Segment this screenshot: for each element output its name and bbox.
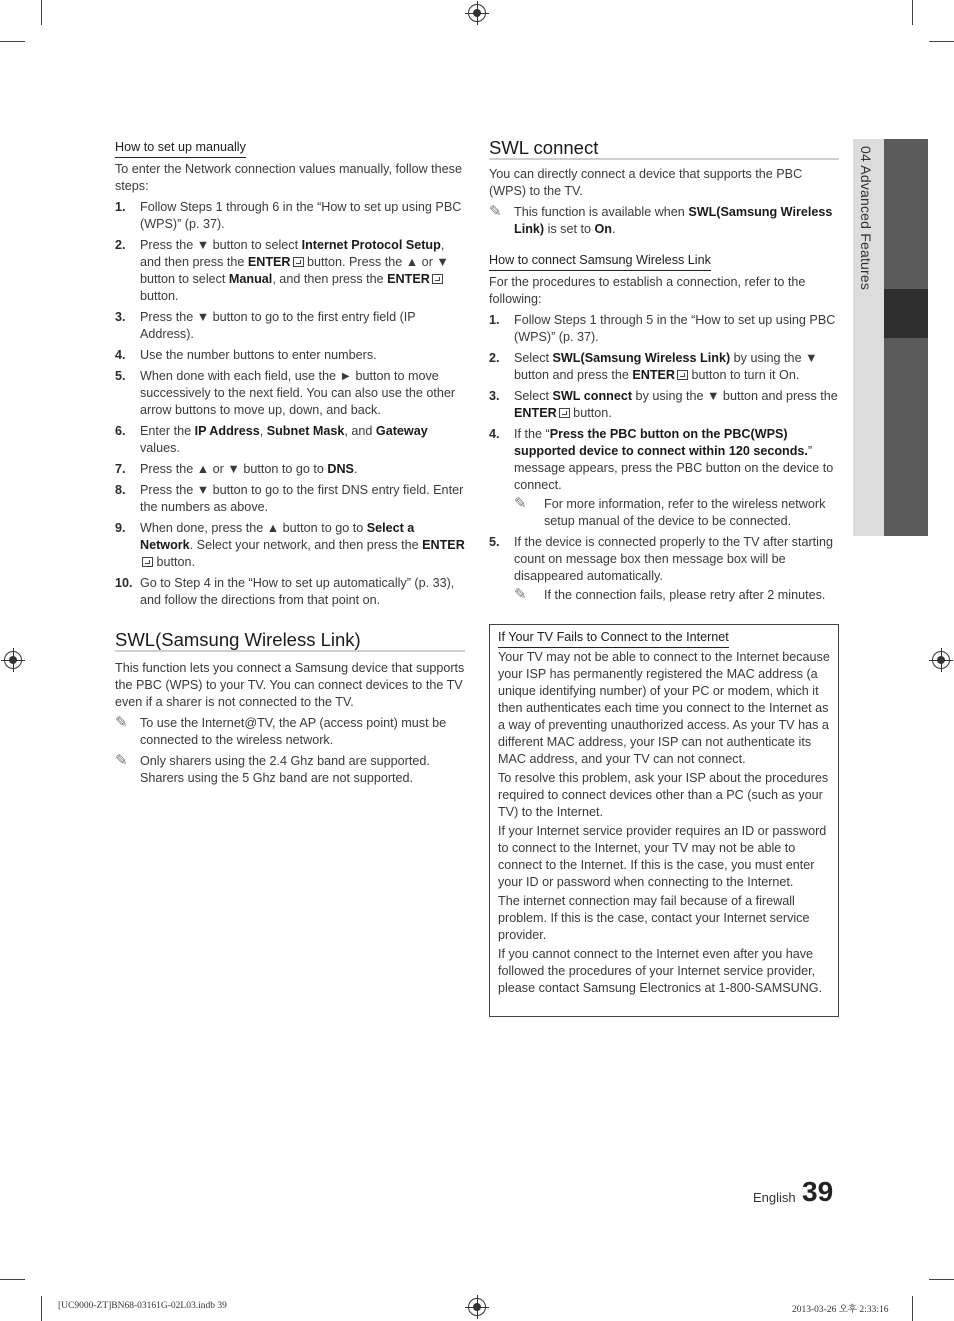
step-number: 9.: [115, 521, 126, 535]
chapter-label: 04 Advanced Features: [858, 146, 874, 291]
step-note-text: If the connection fails, please retry after 2 minutes.: [544, 588, 826, 602]
step-number: 8.: [115, 483, 126, 497]
step-item: [115, 199, 465, 233]
step-text: When done with each field, use the ► button to move successively to the next field. You can also use the other arrow buttons to move up, down, and back.: [140, 369, 456, 417]
step-text: Press the ▲ or ▼ button to go to DNS.: [140, 462, 358, 476]
step-text: Follow Steps 1 through 5 in the “How to set up using PBC (WPS)” (p. 37).: [514, 313, 836, 344]
step-item: [115, 461, 465, 478]
troubleshoot-paragraph: Your TV may not be able to connect to the Internet because your ISP has permanently registered the MAC address (a unique identifying number) of your PC or modem, which it then authenticates each time you connect to the Internet as a way of preventing unauthorized access. As your TV has a different MAC address, your ISP can not authenticate its MAC address, and your TV can not connect.: [498, 650, 830, 766]
step-text: Press the ▼ button to go to the first entry field (IP Address).: [140, 310, 416, 341]
step-text: When done, press the ▲ button to go to Select a Network. Select your network, and then press the ENTER button.: [140, 521, 465, 569]
step-item: [115, 423, 465, 457]
step-text: Use the number buttons to enter numbers.: [140, 348, 377, 362]
crop-mark: [912, 0, 913, 25]
step-item: [115, 575, 465, 609]
enter-icon: [293, 257, 304, 267]
step-item: [489, 426, 839, 530]
step-number: 4.: [115, 348, 126, 362]
swl-note: [115, 715, 465, 749]
registration-mark-icon: [468, 1298, 486, 1316]
crop-mark: [912, 1296, 913, 1321]
step-item: [489, 312, 839, 346]
step-number: 5.: [115, 369, 126, 383]
connect-heading: How to connect Samsung Wireless Link: [489, 252, 711, 271]
connect-intro: For the procedures to establish a connection, refer to the following:: [489, 275, 806, 306]
enter-icon: [432, 274, 443, 284]
step-note-text: For more information, refer to the wireless network setup manual of the device to be connected.: [544, 497, 826, 528]
step-note: [514, 496, 839, 530]
step-text: Enter the IP Address, Subnet Mask, and Gateway values.: [140, 424, 428, 455]
step-number: 3.: [489, 389, 500, 403]
step-number: 2.: [489, 351, 500, 365]
step-number: 7.: [115, 462, 126, 476]
pencil-icon: ✎: [489, 203, 502, 220]
step-number: 3.: [115, 310, 126, 324]
step-text: If the “Press the PBC button on the PBC(WPS) supported device to connect within 120 seconds.” message appears, press the PBC button on the device to connect.: [514, 427, 834, 492]
crop-mark: [929, 41, 954, 42]
step-item: [115, 482, 465, 516]
swl-note: [115, 753, 465, 787]
step-item: [489, 388, 839, 422]
crop-mark: [0, 1279, 25, 1280]
swl-connect-title: SWL connect: [489, 139, 839, 160]
enter-icon: [142, 557, 153, 567]
troubleshoot-paragraph: If you cannot connect to the Internet even after you have followed the procedures of your Internet service provider, please contact Samsung Electronics at 1-800-SAMSUNG.: [498, 947, 823, 995]
step-number: 1.: [489, 313, 500, 327]
registration-mark-icon: [4, 651, 22, 669]
footer-language: English: [753, 1190, 796, 1205]
connect-steps: [489, 312, 839, 604]
pencil-icon: ✎: [115, 752, 128, 769]
step-number: 1.: [115, 200, 126, 214]
troubleshoot-title: If Your TV Fails to Connect to the Internet: [498, 629, 729, 648]
step-item: [489, 350, 839, 384]
side-tab-active-marker: [884, 289, 928, 338]
step-item: [489, 534, 839, 604]
troubleshoot-paragraph: The internet connection may fail because of a firewall problem. If this is the case, contact your Internet service provider.: [498, 894, 810, 942]
step-number: 5.: [489, 535, 500, 549]
step-text: If the device is connected properly to the TV after starting count on message box then message box will be disappeared automatically.: [514, 535, 833, 583]
pencil-icon: ✎: [514, 495, 527, 512]
step-item: [115, 368, 465, 419]
swl-connect-note-text: This function is available when SWL(Samsung Wireless Link) is set to On.: [514, 205, 833, 236]
troubleshoot-paragraphs: [498, 649, 830, 997]
swl-note-text: To use the Internet@TV, the AP (access point) must be connected to the wireless network.: [140, 716, 447, 747]
step-item: [115, 520, 465, 571]
crop-mark: [0, 41, 25, 42]
pencil-icon: ✎: [115, 714, 128, 731]
step-number: 2.: [115, 238, 126, 252]
step-item: [115, 237, 465, 305]
crop-mark: [41, 1296, 42, 1321]
step-text: Press the ▼ button to select Internet Protocol Setup, and then press the ENTER button. Press the ▲ or ▼ button to select Manual, and then press the ENTER button.: [140, 238, 449, 303]
step-text: Go to Step 4 in the “How to set up automatically” (p. 33), and follow the directions from that point on.: [140, 576, 455, 607]
step-number: 10.: [115, 576, 133, 590]
pencil-icon: ✎: [514, 586, 527, 603]
file-info: [UC9000-ZT]BN68-03161G-02L03.indb 39: [58, 1301, 227, 1311]
step-note: [514, 587, 839, 604]
right-column: [489, 139, 839, 608]
enter-icon: [559, 408, 570, 418]
swl-section-title: SWL(Samsung Wireless Link): [115, 631, 465, 652]
swl-connect-note: [489, 204, 839, 238]
step-text: Press the ▼ button to go to the first DNS entry field. Enter the numbers as above.: [140, 483, 464, 514]
manual-setup-heading: How to set up manually: [115, 139, 246, 158]
enter-icon: [677, 370, 688, 380]
troubleshoot-box: [489, 624, 839, 1017]
left-column: [115, 139, 465, 791]
registration-mark-icon: [468, 4, 486, 22]
crop-mark: [41, 0, 42, 25]
swl-intro: This function lets you connect a Samsung device that supports the PBC (WPS) to your TV. You can connect devices to the TV even if a sharer is not connected to the TV.: [115, 661, 465, 709]
swl-note-text: Only sharers using the 2.4 Ghz band are supported. Sharers using the 5 Ghz band are not supported.: [140, 754, 430, 785]
troubleshoot-paragraph: If your Internet service provider requires an ID or password to connect to the Internet, your TV may not be able to connect to the Internet. If this is the case, you must enter your ID or password when connecting to the Internet.: [498, 824, 827, 889]
swl-notes: [115, 715, 465, 787]
step-text: Follow Steps 1 through 6 in the “How to set up using PBC (WPS)” (p. 37).: [140, 200, 462, 231]
step-text: Select SWL(Samsung Wireless Link) by using the ▼ button and press the ENTER button to turn it On.: [514, 351, 818, 382]
step-number: 4.: [489, 427, 500, 441]
step-number: 6.: [115, 424, 126, 438]
swl-connect-intro: You can directly connect a device that supports the PBC (WPS) to the TV.: [489, 167, 803, 198]
manual-setup-intro: To enter the Network connection values manually, follow these steps:: [115, 162, 462, 193]
print-timestamp: 2013-03-26 오후 2:33:16: [792, 1305, 889, 1315]
step-item: [115, 309, 465, 343]
registration-mark-icon: [932, 651, 950, 669]
step-text: Select SWL connect by using the ▼ button and press the ENTER button.: [514, 389, 838, 420]
troubleshoot-paragraph: To resolve this problem, ask your ISP about the procedures required to connect devices other than a PC (such as your TV) to the Internet.: [498, 771, 829, 819]
crop-mark: [929, 1279, 954, 1280]
manual-setup-steps: [115, 199, 465, 609]
step-item: [115, 347, 465, 364]
page-number: 39: [802, 1176, 834, 1207]
